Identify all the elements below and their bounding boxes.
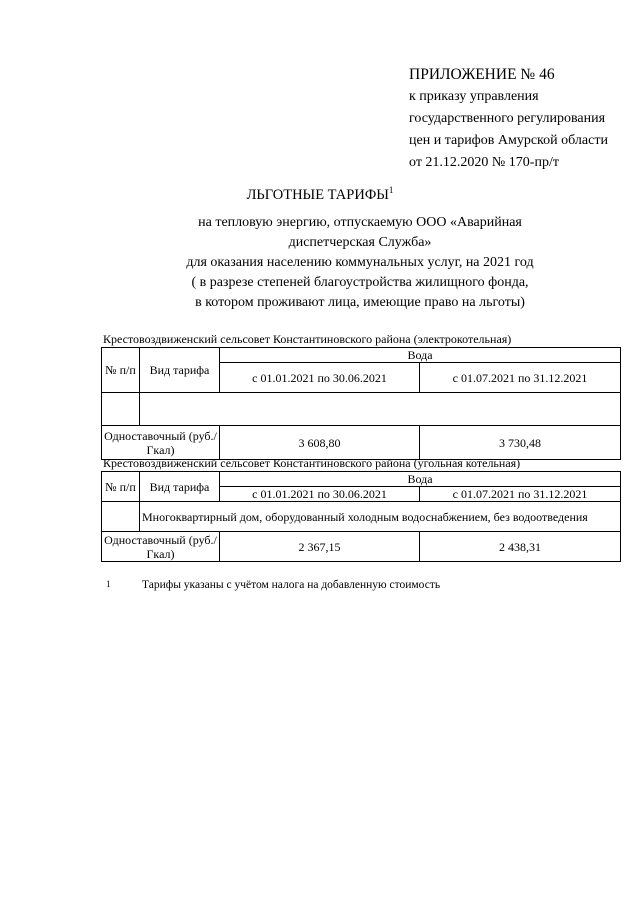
table-caption: Крестовоздвиженский сельсовет Константиновского района (угольная котельная) [103,456,521,470]
appendix-block [409,64,608,174]
appendix-line: цен и тарифов Амурской области [409,133,608,148]
appendix-number: ПРИЛОЖЕНИЕ № 46 [409,66,555,83]
subtitle-line: ( в разрезе степеней благоустройства жилищного фонда, [191,275,529,290]
appendix-line: государственного регулирования [409,111,606,126]
tariff-value: 3 730,48 [420,426,621,460]
footnote-text: Тарифы указаны с учётом налога на добавленную стоимость [142,579,441,591]
table-caption: Крестовоздвиженский сельсовет Константиновского района (электрокотельная) [103,332,512,346]
title-footnote-mark: 1 [388,185,394,196]
category-cell: Многоквартирный дом, оборудованный холодным водоснабжением, без водоотведения [140,502,621,532]
group-header: Вода [220,472,621,487]
period-header: с 01.01.2021 по 30.06.2021 [220,487,420,502]
period-header: с 01.07.2021 по 31.12.2021 [420,363,621,393]
category-cell [140,393,621,426]
appendix-line: к приказу управления [409,89,539,104]
table-header-row [102,348,621,363]
subtitle-line: на тепловую энергию, отпускаемую ООО «Аварийная [198,215,522,230]
table-cell [102,393,140,426]
table-row [102,426,621,460]
col-number-header: № п/п [102,472,140,502]
period-header: с 01.01.2021 по 30.06.2021 [220,363,420,393]
tariff-value: 2 438,31 [420,532,621,562]
tariff-value: 3 608,80 [220,426,420,460]
period-header: с 01.07.2021 по 31.12.2021 [420,487,621,502]
tariff-table [101,347,621,460]
table-row [102,393,621,426]
subtitle-line: для оказания населению коммунальных услуг, на 2021 год [186,255,534,270]
table-cell [102,502,140,532]
tariff-label: Одноставочный (руб./Гкал) [102,426,220,460]
col-type-header: Вид тарифа [140,472,220,502]
subtitle-line: диспетчерская Служба» [288,235,432,250]
tariff-table [101,471,621,562]
appendix-date: от 21.12.2020 № 170-пр/т [409,155,559,170]
footnote-mark: 1 [106,579,111,589]
document-title [0,187,640,204]
col-number-header: № п/п [102,348,140,393]
document-subtitle [0,213,640,313]
table-header-row [102,472,621,487]
subtitle-line: в котором проживают лица, имеющие право на льготы) [195,295,525,310]
table-row [102,532,621,562]
group-header: Вода [220,348,621,363]
title-text: ЛЬГОТНЫЕ ТАРИФЫ [246,187,389,203]
tariff-value: 2 367,15 [220,532,420,562]
tariff-label: Одноставочный (руб./Гкал) [102,532,220,562]
table-row [102,502,621,532]
col-type-header: Вид тарифа [140,348,220,393]
